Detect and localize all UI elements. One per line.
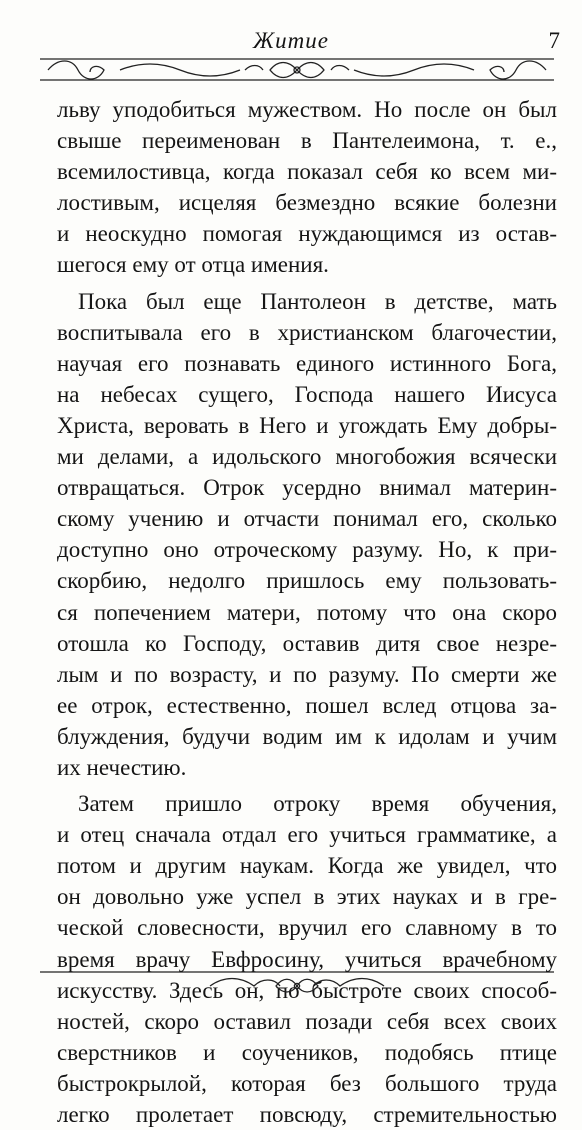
text-line: воспитывала его в христианском благочестии, (57, 319, 557, 345)
text-line: потом и другим наукам. Когда же увидел, что (57, 853, 557, 879)
text-line: Затем пришло отроку время обучения, (78, 791, 557, 817)
paragraph-2 (57, 286, 557, 784)
text-line: быстрокрылой, которая без большого труда (57, 1070, 557, 1096)
text-line: лостивым, исцеляя безмездно всякие болезни (57, 190, 557, 216)
text-line: ее отрок, естественно, пошел вслед отцова за- (57, 692, 557, 718)
text-line: отошла ко Господу, оставив дитя свое незре- (57, 630, 557, 656)
text-line: ческой словесности, вручил его славному в то (57, 915, 557, 941)
text-line: ми делами, а идольского многобожия всячески (57, 444, 557, 470)
text-line: их нечестию. (57, 754, 187, 780)
text-line: блуждения, будучи водим им к идолам и учим (57, 723, 557, 749)
text-line: доступно оно отроческому разуму. Но, к при- (57, 537, 557, 563)
text-line: и неоскудно помогая нуждающимся из остав- (57, 221, 557, 247)
text-line: отвращаться. Отрок усердно внимал материн- (57, 475, 557, 501)
text-line: легко пролетает повсюду, стремительностью (57, 1102, 557, 1127)
text-line: и отец сначала отдал его учиться грамматике, а (57, 822, 557, 848)
text-line: шегося ему от отца имения. (57, 252, 329, 278)
text-line: свыше переименован в Пантелеимона, т. е., (57, 128, 557, 154)
text-line: научая его познавать единого истинного Бога, (57, 350, 557, 376)
text-line: Христа, веровать в Него и угождать Ему добры- (57, 412, 557, 438)
text-line: время врачу Евфросину, учиться врачебному (57, 946, 557, 972)
text-line: скому учению и отчасти понимал его, сколько (57, 506, 557, 532)
bottom-ornament-icon (40, 968, 554, 996)
text-line: всемилостивца, когда показал себя ко всем ми- (57, 159, 557, 185)
paragraph-1 (57, 94, 557, 281)
text-line: лым и по возрасту, и по разуму. По смерти же (57, 661, 557, 687)
text-line: сверстников и соучеников, подобясь птице (57, 1039, 557, 1065)
page-number: 7 (548, 28, 560, 53)
page-header (0, 28, 582, 58)
text-line: ностей, скоро оставил позади себя всех своих (57, 1008, 557, 1034)
text-line: скорбию, недолго пришлось ему пользовать- (57, 568, 557, 594)
text-line: на небесах сущего, Господа нашего Иисуса (57, 381, 557, 407)
text-line: льву уподобиться мужеством. Но после он был (57, 97, 557, 122)
running-title: Житие (253, 28, 329, 53)
top-ornament-icon (40, 56, 554, 84)
text-line: он довольно уже успел в этих науках и в гре- (57, 884, 557, 910)
text-line: ся попечением матери, потому что она скоро (57, 599, 557, 625)
text-line: Пока был еще Пантолеон в детстве, мать (78, 288, 557, 314)
text-line: искусству. Здесь он, по быстроте своих способ- (57, 977, 557, 1003)
paragraph-3 (57, 788, 557, 1130)
